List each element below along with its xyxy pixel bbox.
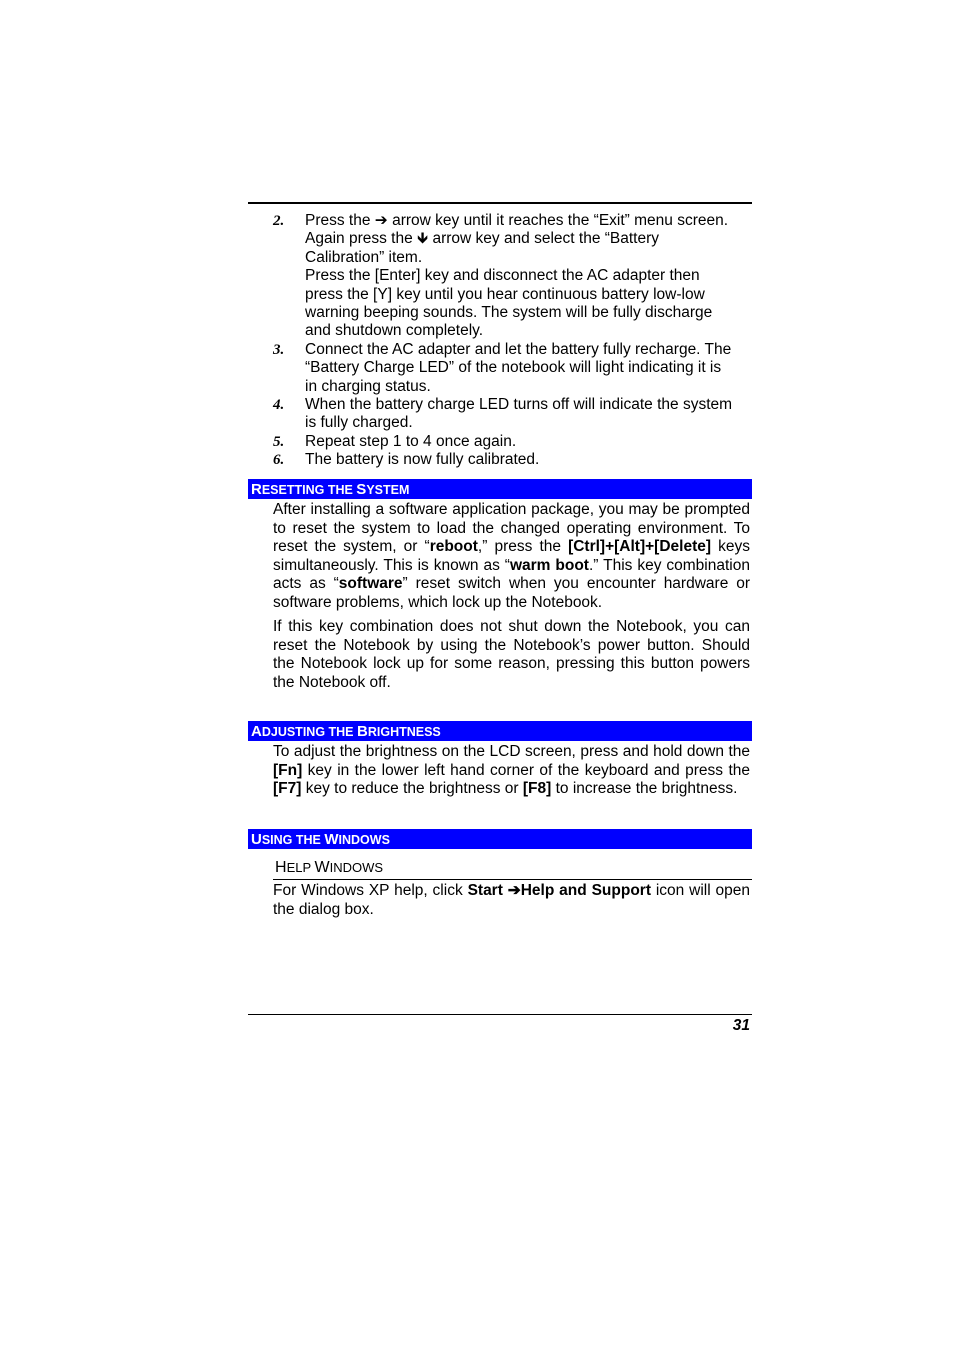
resetting-paragraph-1: After installing a software application package, you may be prompted to reset the system to load the changed operating environment. To reset the system, or “reboot,” press the [Ctrl]+[Alt]+[Delete] keys simultaneously. This is known as “warm boot.” This key combination acts as “software” reset switch when you encounter hardware or software problems, which lock up the Notebook.: [273, 501, 751, 611]
bottom-rule: [248, 1014, 752, 1015]
step-line: warning beeping sounds. The system will be fully discharge: [305, 304, 713, 322]
calibration-steps: [248, 212, 752, 470]
brightness-body: [273, 743, 750, 799]
step-4: [248, 396, 752, 433]
step-number: 3.: [273, 341, 285, 358]
top-rule: [248, 202, 752, 204]
step-line: Press the ➔ arrow key until it reaches the “Exit” menu screen.: [305, 212, 729, 229]
step-line: Connect the AC adapter and let the battery fully recharge. The: [305, 340, 732, 358]
step-5: [248, 433, 752, 451]
step-line: Repeat step 1 to 4 once again.: [305, 432, 517, 450]
step-number: 2.: [273, 213, 285, 229]
resetting-body: [273, 501, 750, 692]
step-line: is fully charged.: [305, 414, 413, 432]
step-number: 6.: [273, 452, 285, 469]
step-line: Calibration” item.: [305, 248, 423, 266]
page-number: 31: [732, 1017, 750, 1034]
step-line: “Battery Charge LED” of the notebook will light indicating it is: [305, 359, 722, 377]
step-line: in charging status.: [305, 377, 431, 395]
step-line: Again press the 🡻 arrow key and select the “Battery: [305, 230, 660, 248]
section-heading-windows: USING THE WINDOWS: [248, 829, 752, 849]
step-number: 5.: [273, 433, 285, 450]
step-6: [248, 451, 752, 469]
section-heading-brightness: ADJUSTING THE BRIGHTNESS: [248, 721, 752, 741]
step-2: [248, 212, 752, 341]
section-heading-resetting: RESETTING THE SYSTEM: [248, 479, 752, 499]
windows-paragraph: For Windows XP help, click Start ➔Help and Support icon will open the dialog box.: [273, 882, 750, 918]
step-line: press the [Y] key until you hear continuous battery low-low: [305, 285, 705, 303]
step-number: 4.: [273, 397, 285, 414]
resetting-paragraph-2: If this key combination does not shut down the Notebook, you can reset the Notebook by using the Notebook’s power button. Should the Notebook lock up for some reason, pressing this button powers the Notebook off.: [273, 618, 750, 691]
step-3: [248, 341, 752, 396]
windows-body: [273, 882, 750, 919]
brightness-paragraph: To adjust the brightness on the LCD screen, press and hold down the [Fn] key in the lower left hand corner of the keyboard and press the [F7] key to reduce the brightness or [F8] to increase the brightness.: [273, 743, 750, 797]
step-line: and shutdown completely.: [305, 322, 484, 340]
step-line: When the battery charge LED turns off will indicate the system: [305, 396, 733, 414]
step-line: Press the [Enter] key and disconnect the AC adapter then: [305, 267, 700, 285]
subheading-help-windows: HELP WINDOWS: [273, 858, 752, 880]
step-line: The battery is now fully calibrated.: [305, 451, 540, 469]
